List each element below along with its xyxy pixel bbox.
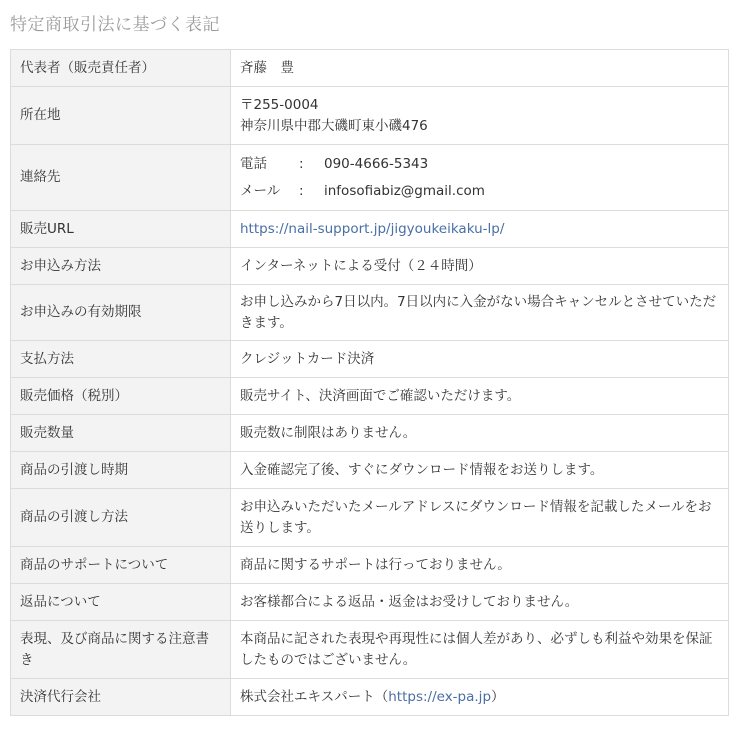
row-label: 表現、及び商品に関する注意書き — [11, 621, 231, 679]
row-label: 決済代行会社 — [11, 679, 231, 716]
phone-label: 電話 — [240, 155, 267, 172]
row-value: お客様都合による返品・返金はお受けしておりません。 — [231, 584, 729, 621]
table-row-support — [11, 547, 729, 584]
row-value: インターネットによる受付（２４時間） — [231, 248, 729, 285]
table-row-delivery-time — [11, 452, 729, 489]
table-row-sales-url — [11, 211, 729, 248]
table-row-application-method — [11, 248, 729, 285]
row-value: 本商品に記された表現や再現性には個人差があり、必ずしも利益や効果を保証したものではございません。 — [231, 621, 729, 679]
paren-close: ） — [491, 688, 505, 705]
row-value: 商品に関するサポートは行っておりません。 — [231, 547, 729, 584]
row-label: 商品の引渡し方法 — [11, 489, 231, 547]
row-value: お申し込みから7日以内。7日以内に入金がない場合キャンセルとさせていただきます。 — [231, 285, 729, 341]
row-label: 代表者（販売責任者） — [11, 50, 231, 87]
table-row-disclaimer — [11, 621, 729, 679]
payment-agent-link[interactable]: https://ex-pa.jp — [388, 688, 492, 705]
row-value: お申込みいただいたメールアドレスにダウンロード情報を記載したメールをお送りします。 — [231, 489, 729, 547]
row-label: 所在地 — [11, 87, 231, 145]
table-row-returns — [11, 584, 729, 621]
row-label: 返品について — [11, 584, 231, 621]
row-label: 商品の引渡し時期 — [11, 452, 231, 489]
company-name: 株式会社エキスパート — [240, 688, 375, 705]
row-label: 販売価格（税別） — [11, 378, 231, 415]
row-label: お申込みの有効期限 — [11, 285, 231, 341]
legal-info-table — [10, 49, 729, 716]
paren-open: （ — [374, 688, 389, 705]
email-line — [240, 181, 719, 202]
row-value — [231, 211, 729, 248]
table-row-address — [11, 87, 729, 145]
phone-number: 090-4666-5343 — [324, 155, 429, 172]
row-label: 販売URL — [11, 211, 231, 248]
row-label: 連絡先 — [11, 145, 231, 211]
table-row-validity — [11, 285, 729, 341]
postal-code: 〒255-0004 — [240, 96, 319, 113]
email-address[interactable]: infosofiabiz@gmail.com — [324, 182, 485, 199]
row-label: 支払方法 — [11, 341, 231, 378]
colon: : — [299, 155, 304, 172]
row-value: クレジットカード決済 — [231, 341, 729, 378]
row-label: お申込み方法 — [11, 248, 231, 285]
row-value — [231, 87, 729, 145]
page-title: 特定商取引法に基づく表記 — [10, 15, 220, 35]
row-label: 商品のサポートについて — [11, 547, 231, 584]
row-value: 斉藤 豊 — [231, 50, 729, 87]
row-value — [231, 145, 729, 211]
colon: : — [299, 182, 304, 199]
table-row-payment-method — [11, 341, 729, 378]
phone-line — [240, 154, 719, 175]
table-row-price — [11, 378, 729, 415]
street-address: 神奈川県中郡大磯町東小磯476 — [240, 117, 428, 134]
table-row-contact — [11, 145, 729, 211]
table-row-payment-agent — [11, 679, 729, 716]
table-row-quantity — [11, 415, 729, 452]
sales-url-link[interactable]: https://nail-support.jp/jigyoukeikaku-lp/ — [240, 220, 505, 237]
row-value: 販売サイト、決済画面でご確認いただけます。 — [231, 378, 729, 415]
row-value: 販売数に制限はありません。 — [231, 415, 729, 452]
email-label: メール — [240, 182, 281, 199]
row-label: 販売数量 — [11, 415, 231, 452]
table-row-representative — [11, 50, 729, 87]
row-value — [231, 679, 729, 716]
table-row-delivery-method — [11, 489, 729, 547]
row-value: 入金確認完了後、すぐにダウンロード情報をお送りします。 — [231, 452, 729, 489]
